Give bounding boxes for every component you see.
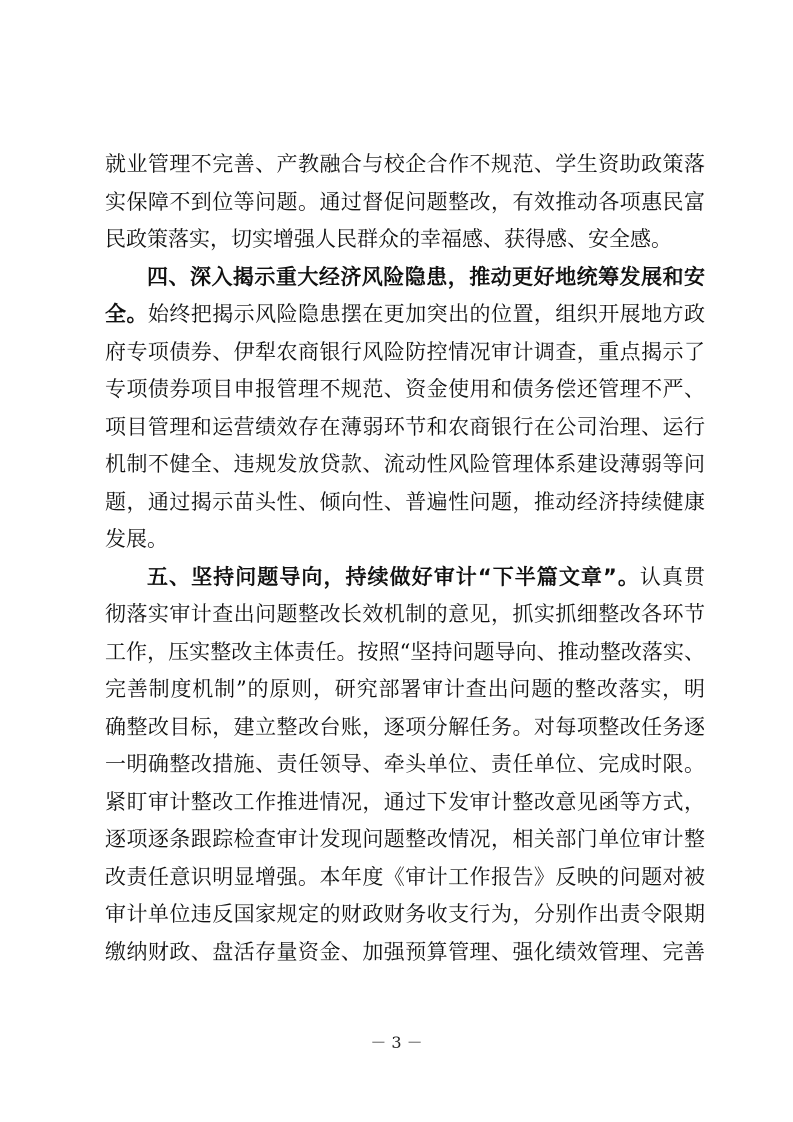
document-body: [105, 146, 705, 971]
section-heading-4: 四、深入揭示重大经济风险隐患，推动更好地统筹发展和安: [147, 264, 705, 289]
text-line: 专项债券项目申报管理不规范、资金使用和债务偿还管理不严、: [105, 377, 705, 401]
page-number: － 3 －: [370, 1033, 423, 1052]
text-line: 改责任意识明显增强。本年度《审计工作报告》反映的问题对被: [105, 864, 705, 889]
text-line: 确整改目标，建立整改台账，逐项分解任务。对每项整改任务逐: [105, 714, 705, 739]
text-line: 缴纳财政、盘活存量资金、加强预算管理、强化绩效管理、完善: [105, 939, 705, 964]
text-line: 全。始终把揭示风险隐患摆在更加突出的位置，组织开展地方政: [105, 302, 705, 326]
text-line: 机制不健全、违规发放贷款、流动性风险管理体系建设薄弱等问: [105, 452, 705, 476]
section-heading-5: 五、坚持问题导向，持续做好审计“下半篇文章”。认真贯: [147, 564, 706, 589]
text-line: 就业管理不完善、产教融合与校企合作不规范、学生资助政策落: [105, 152, 705, 176]
text-line: 紧盯审计整改工作推进情况，通过下发审计整改意见函等方式，: [105, 789, 705, 814]
text-line: 彻落实审计查出问题整改长效机制的意见，抓实抓细整改各环节: [105, 602, 705, 626]
text-line: 题，通过揭示苗头性、倾向性、普遍性问题，推动经济持续健康: [105, 489, 705, 514]
text-line: 完善制度机制”的原则，研究部署审计查出问题的整改落实，明: [105, 677, 705, 701]
text-line: 一明确整改措施、责任领导、牵头单位、责任单位、完成时限。: [105, 752, 705, 776]
text-line: 府专项债券、伊犁农商银行风险防控情况审计调查，重点揭示了: [105, 339, 705, 364]
text-line: 项目管理和运营绩效存在薄弱环节和农商银行在公司治理、运行: [105, 414, 705, 439]
text-line: 实保障不到位等问题。通过督促问题整改，有效推动各项惠民富: [105, 189, 705, 214]
text-line: 审计单位违反国家规定的财政财务收支行为，分别作出责令限期: [105, 902, 705, 926]
text-line: 发展。: [105, 527, 168, 551]
text-line: 工作，压实整改主体责任。按照“坚持问题导向、推动整改落实、: [105, 639, 705, 664]
text-line: 逐项逐条跟踪检查审计发现问题整改情况，相关部门单位审计整: [105, 827, 705, 851]
text-line: 民政策落实，切实增强人民群众的幸福感、获得感、安全感。: [105, 227, 672, 251]
